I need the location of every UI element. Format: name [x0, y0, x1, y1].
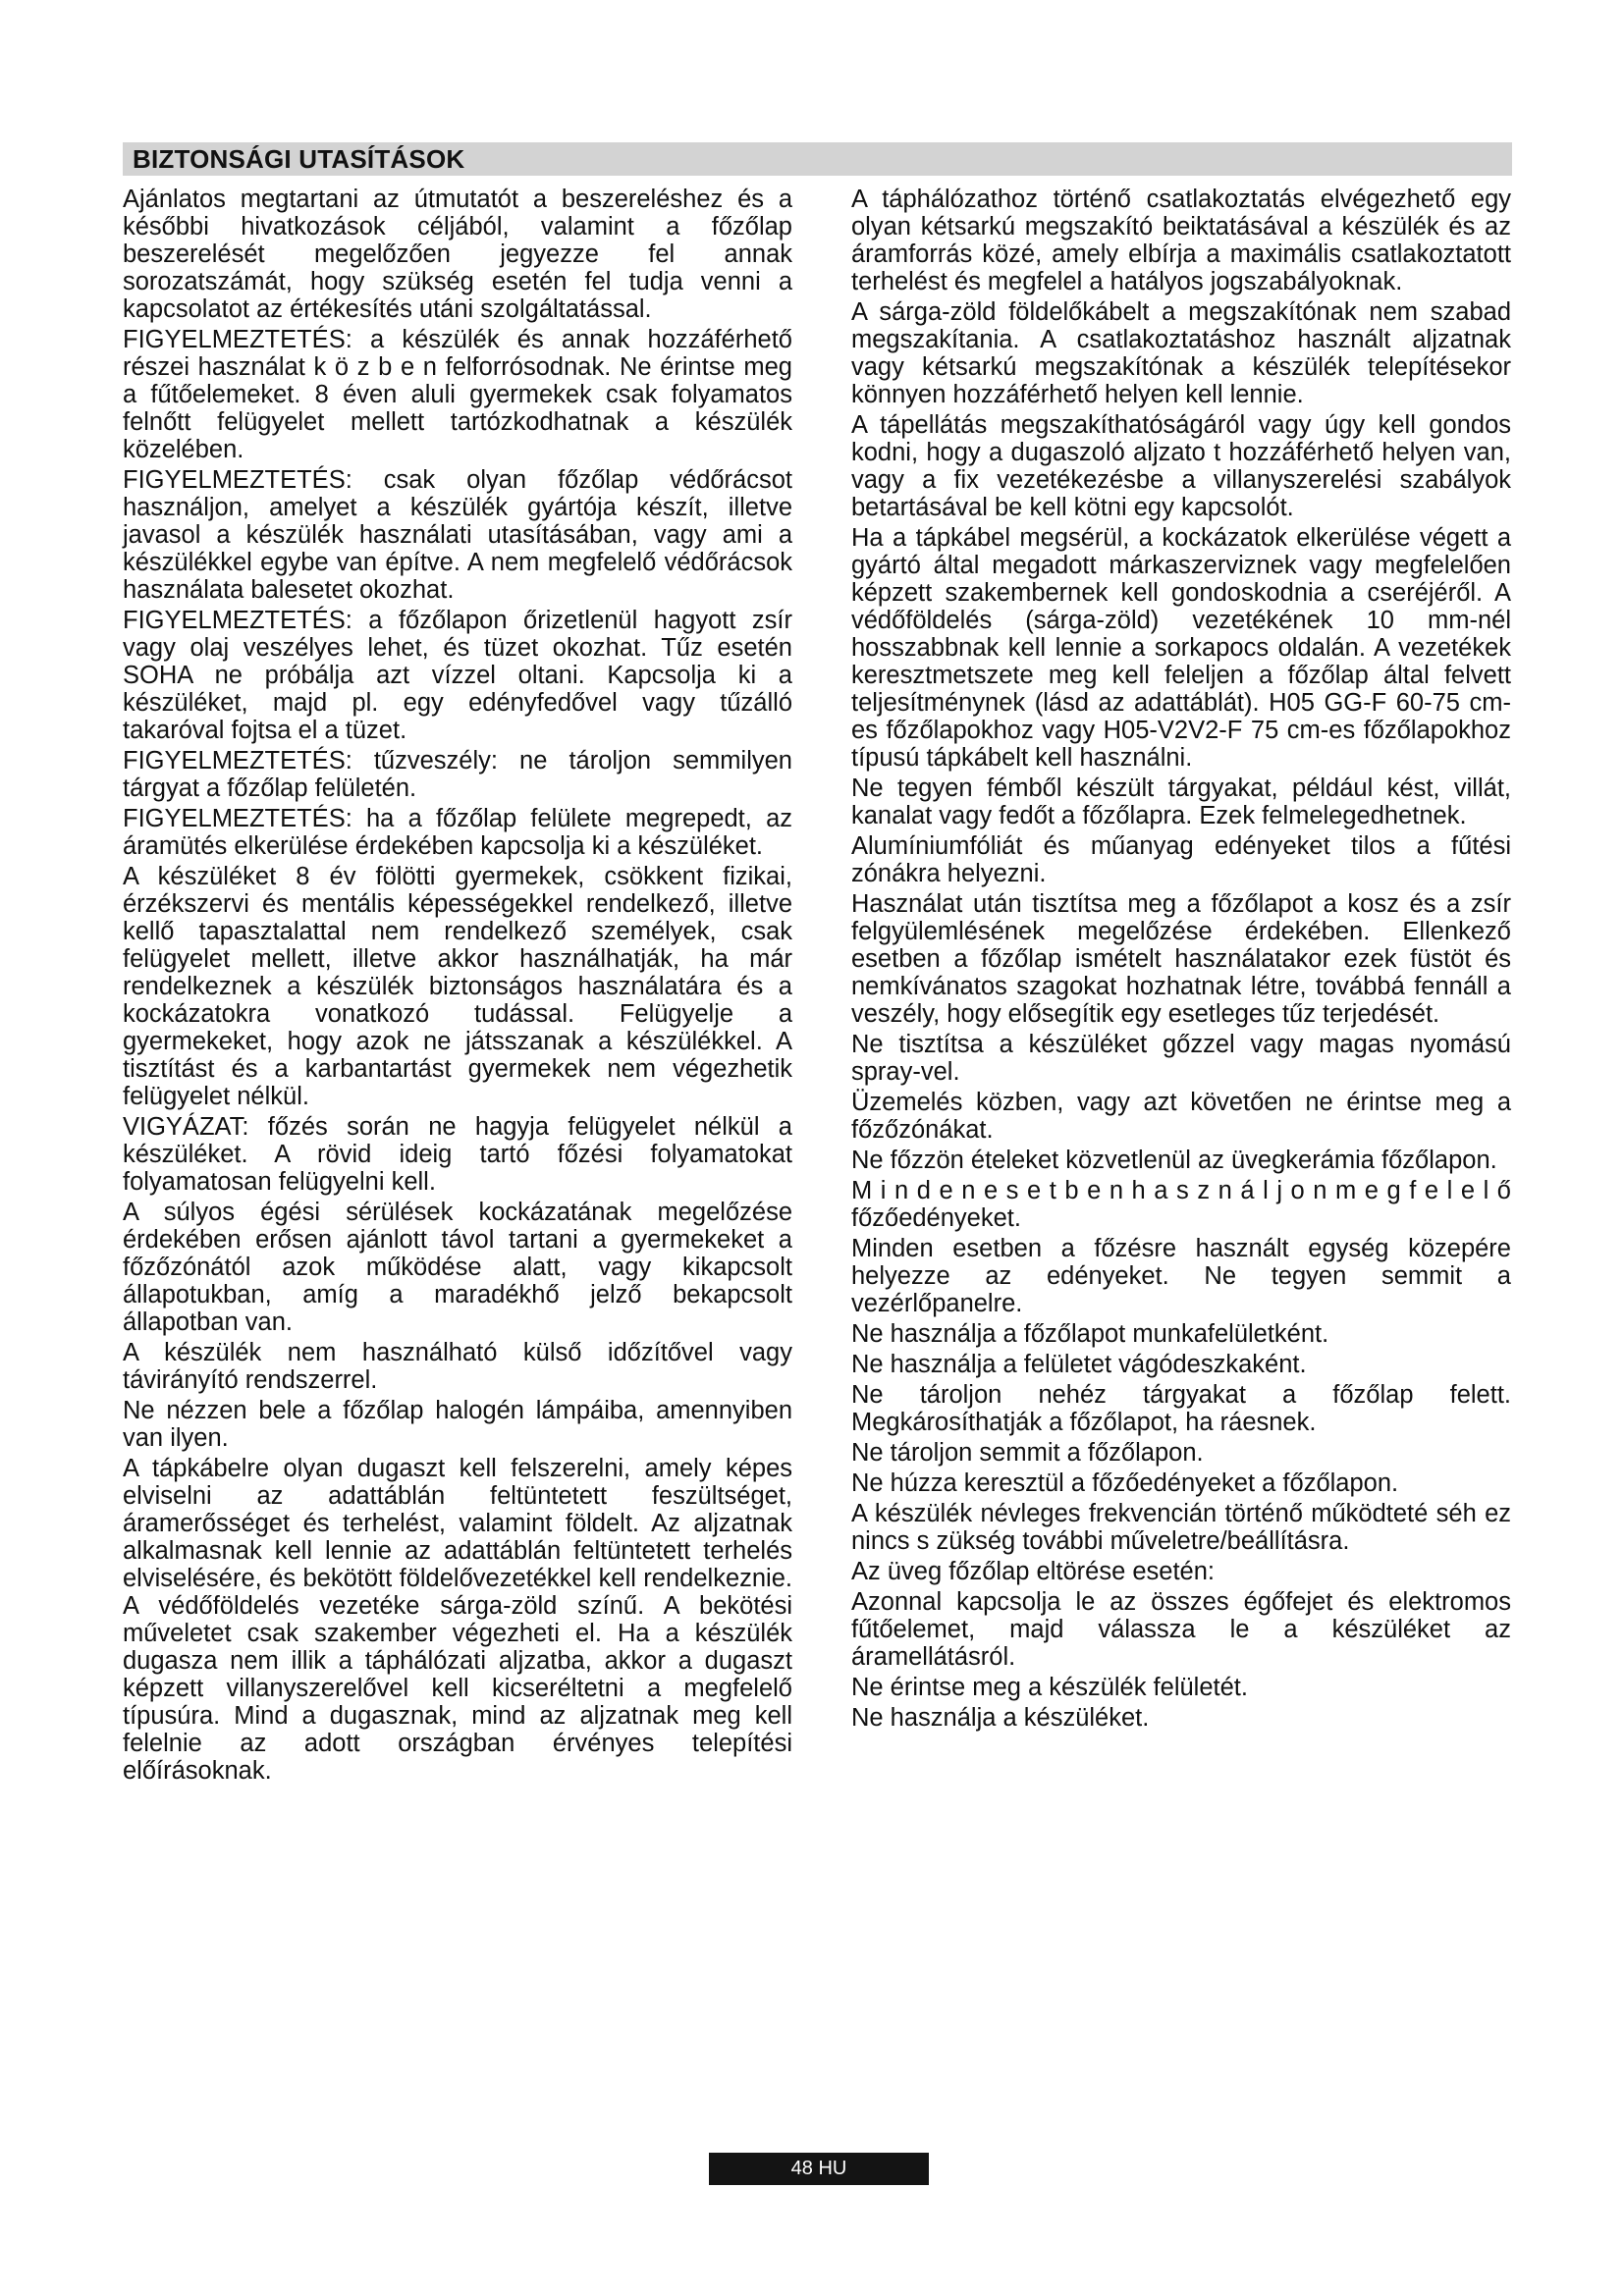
- paragraph: A tápellátás megszakíthatóságáról vagy úgy kell gondos kodni, hogy a dugaszoló aljzato t hozzáférhető helyen van, vagy a fix vezetékezésbe a villanyszerelési szabályok betartásával be kell kötni egy kapcsolót.: [851, 411, 1511, 521]
- paragraph: Ne tároljon nehéz tárgyakat a főzőlap felett. Megkárosíthatják a főzőlapot, ha ráesnek.: [851, 1381, 1511, 1436]
- paragraph: A készüléket 8 év fölötti gyermekek, csökkent fizikai, érzékszervi és mentális képességekkel rendelkező, illetve kellő tapasztalattal nem rendelkező személyek, csak felügyelet mellett, illetve akkor használhatják, ha már rendelkeznek a készülék biztonságos használatára és a kockázatokra vonatkozó tudással. Felügyelje a gyermekeket, hogy azok ne játsszanak a készülékkel. A tisztítást és a karbantartást gyermekek nem végezhetik felügyelet nélkül.: [123, 863, 792, 1110]
- right-column: [851, 186, 1511, 1735]
- paragraph: Alumíniumfóliát és műanyag edényeket tilos a fűtési zónákra helyezni.: [851, 832, 1511, 887]
- paragraph: M i n d e n e s e t b e n h a s z n á l j o n m e g f e l e l ő főzőedényeket.: [851, 1177, 1511, 1232]
- paragraph: Ha a tápkábel megsérül, a kockázatok elkerülése végett a gyártó által megadott márkaszerviznek vagy megfelelően képzett szakembernek kell gondoskodnia a cseréjéről. A védőföldelés (sárga-zöld) vezetékének 10 mm-nél hosszabbnak kell lennie a sorkapocs oldalán. A vezetékek keresztmetszete meg kell feleljen a főzőlap által felvett teljesítménynek (lásd az adattáblát). H05 GG-F 60-75 cm-es főzőlapokhoz vagy H05-V2V2-F 75 cm-es főzőlapokhoz típusú tápkábelt kell használni.: [851, 524, 1511, 772]
- page-number-label: 48 HU: [709, 2153, 929, 2185]
- paragraph: Ne tároljon semmit a főzőlapon.: [851, 1439, 1204, 1467]
- paragraph: Használat után tisztítsa meg a főzőlapot a kosz és a zsír felgyülemlésének megelőzése érdekében. Ellenkező esetben a főzőlap ismételt használatakor ezek füstöt és nemkívánatos szagokat hozhatnak létre, továbbá fennáll a veszély, hogy elősegítik egy esetleges tűz terjedését.: [851, 890, 1511, 1028]
- section-header-bar: [123, 142, 1512, 176]
- paragraph: A készülék nem használható külső időzítővel vagy távirányító rendszerrel.: [123, 1339, 792, 1394]
- paragraph: Ne húzza keresztül a főzőedényeket a főzőlapon.: [851, 1469, 1399, 1497]
- paragraph: FIGYELMEZTETÉS: csak olyan főzőlap védőrácsot használjon, amelyet a készülék gyártója készít, illetve javasol a készülék használati utasításában, vagy ami a készülékkel egybe van építve. A nem megfelelő védőrácsok használata balesetet okozhat.: [123, 466, 792, 604]
- paragraph: Ne használja a készüléket.: [851, 1704, 1150, 1732]
- paragraph: Ne főzzön ételeket közvetlenül az üvegkerámia főzőlapon.: [851, 1147, 1497, 1174]
- paragraph: Ne tisztítsa a készüléket gőzzel vagy magas nyomású spray-vel.: [851, 1031, 1511, 1086]
- paragraph: FIGYELMEZTETÉS: a főzőlapon őrizetlenül hagyott zsír vagy olaj veszélyes lehet, és tüzet okozhat. Tűz esetén SOHA ne próbálja azt vízzel oltani. Kapcsolja ki a készüléket, majd pl. egy edényfedővel vagy tűzálló takaróval fojtsa el a tüzet.: [123, 607, 792, 744]
- paragraph: A tápkábelre olyan dugaszt kell felszerelni, amely képes elviselni az adattáblán feltüntetett feszültséget, áramerősséget és terhelést, valamint földelt. Az aljzatnak alkalmasnak kell lennie az adattáblán feltüntetett terhelés elviselésére, és bekötött földelővezetékkel kell rendelkeznie. A védőföldelés vezetéke sárga-zöld színű. A bekötési műveletet csak szakember végezheti el. Ha a készülék dugasza nem illik a táphálózati aljzatba, akkor a dugaszt képzett villanyszerelővel kell kicseréltetni a megfelelő típusúra. Mind a dugasznak, mind az aljzatnak meg kell felelnie az adott országban érvényes telepítési előírásoknak.: [123, 1455, 792, 1785]
- paragraph: Azonnal kapcsolja le az összes égőfejet és elektromos fűtőelemet, majd válassza le a készüléket az áramellátásról.: [851, 1588, 1511, 1671]
- paragraph: VIGYÁZAT: főzés során ne hagyja felügyelet nélkül a készüléket. A rövid ideig tartó főzési folyamatokat folyamatosan felügyelni kell.: [123, 1113, 792, 1196]
- paragraph: A sárga-zöld földelőkábelt a megszakítónak nem szabad megszakítania. A csatlakoztatáshoz használt aljzatnak vagy kétsarkú megszakítónak a készülék telepítésekor könnyen hozzáférhető helyen kell lennie.: [851, 298, 1511, 408]
- paragraph: Ne használja a főzőlapot munkafelületként.: [851, 1320, 1329, 1348]
- paragraph: Minden esetben a főzésre használt egység közepére helyezze az edényeket. Ne tegyen semmit a vezérlőpanelre.: [851, 1235, 1511, 1317]
- paragraph: FIGYELMEZTETÉS: tűzveszély: ne tároljon semmilyen tárgyat a főzőlap felületén.: [123, 747, 792, 802]
- paragraph: Ne nézzen bele a főzőlap halogén lámpáiba, amennyiben van ilyen.: [123, 1397, 792, 1452]
- paragraph: A táphálózathoz történő csatlakoztatás elvégezhető egy olyan kétsarkú megszakító beiktatásával a készülék és az áramforrás közé, amely elbírja a maximális csatlakoztatott terhelést és megfelel a hatályos jogszabályoknak.: [851, 186, 1511, 295]
- paragraph: Ne érintse meg a készülék felületét.: [851, 1674, 1248, 1701]
- left-column: [123, 186, 792, 1788]
- paragraph: FIGYELMEZTETÉS: a készülék és annak hozzáférhető részei használat k ö z b e n felforrósodnak. Ne érintse meg a fűtőelemeket. 8 éven aluli gyermekek csak folyamatos felnőtt felügyelet mellett tartózkodhatnak a készülék közelében.: [123, 326, 792, 463]
- section-title: BIZTONSÁGI UTASÍTÁSOK: [133, 144, 465, 174]
- paragraph: A súlyos égési sérülések kockázatának megelőzése érdekében erősen ajánlott távol tartani a gyermekeket a főzőzónától azok működése alatt, vagy kikapcsolt állapotukban, amíg a maradékhő jelző bekapcsolt állapotban van.: [123, 1199, 792, 1336]
- paragraph: Ajánlatos megtartani az útmutatót a beszereléshez és a későbbi hivatkozások céljából, valamint a főzőlap beszerelését megelőzően jegyezze fel annak sorozatszámát, hogy szükség esetén fel tudja venni a kapcsolatot az értékesítés utáni szolgáltatással.: [123, 186, 792, 323]
- paragraph: Üzemelés közben, vagy azt követően ne érintse meg a főzőzónákat.: [851, 1089, 1511, 1144]
- paragraph: Az üveg főzőlap eltörése esetén:: [851, 1558, 1215, 1585]
- paragraph: FIGYELMEZTETÉS: ha a főzőlap felülete megrepedt, az áramütés elkerülése érdekében kapcsolja ki a készüléket.: [123, 805, 792, 860]
- paragraph: Ne tegyen fémből készült tárgyakat, például kést, villát, kanalat vagy fedőt a főzőlapra. Ezek felmelegedhetnek.: [851, 774, 1511, 829]
- paragraph: Ne használja a felületet vágódeszkaként.: [851, 1351, 1307, 1378]
- paragraph: A készülék névleges frekvencián történő működteté séh ez nincs s zükség további műveletre/beállításra.: [851, 1500, 1511, 1555]
